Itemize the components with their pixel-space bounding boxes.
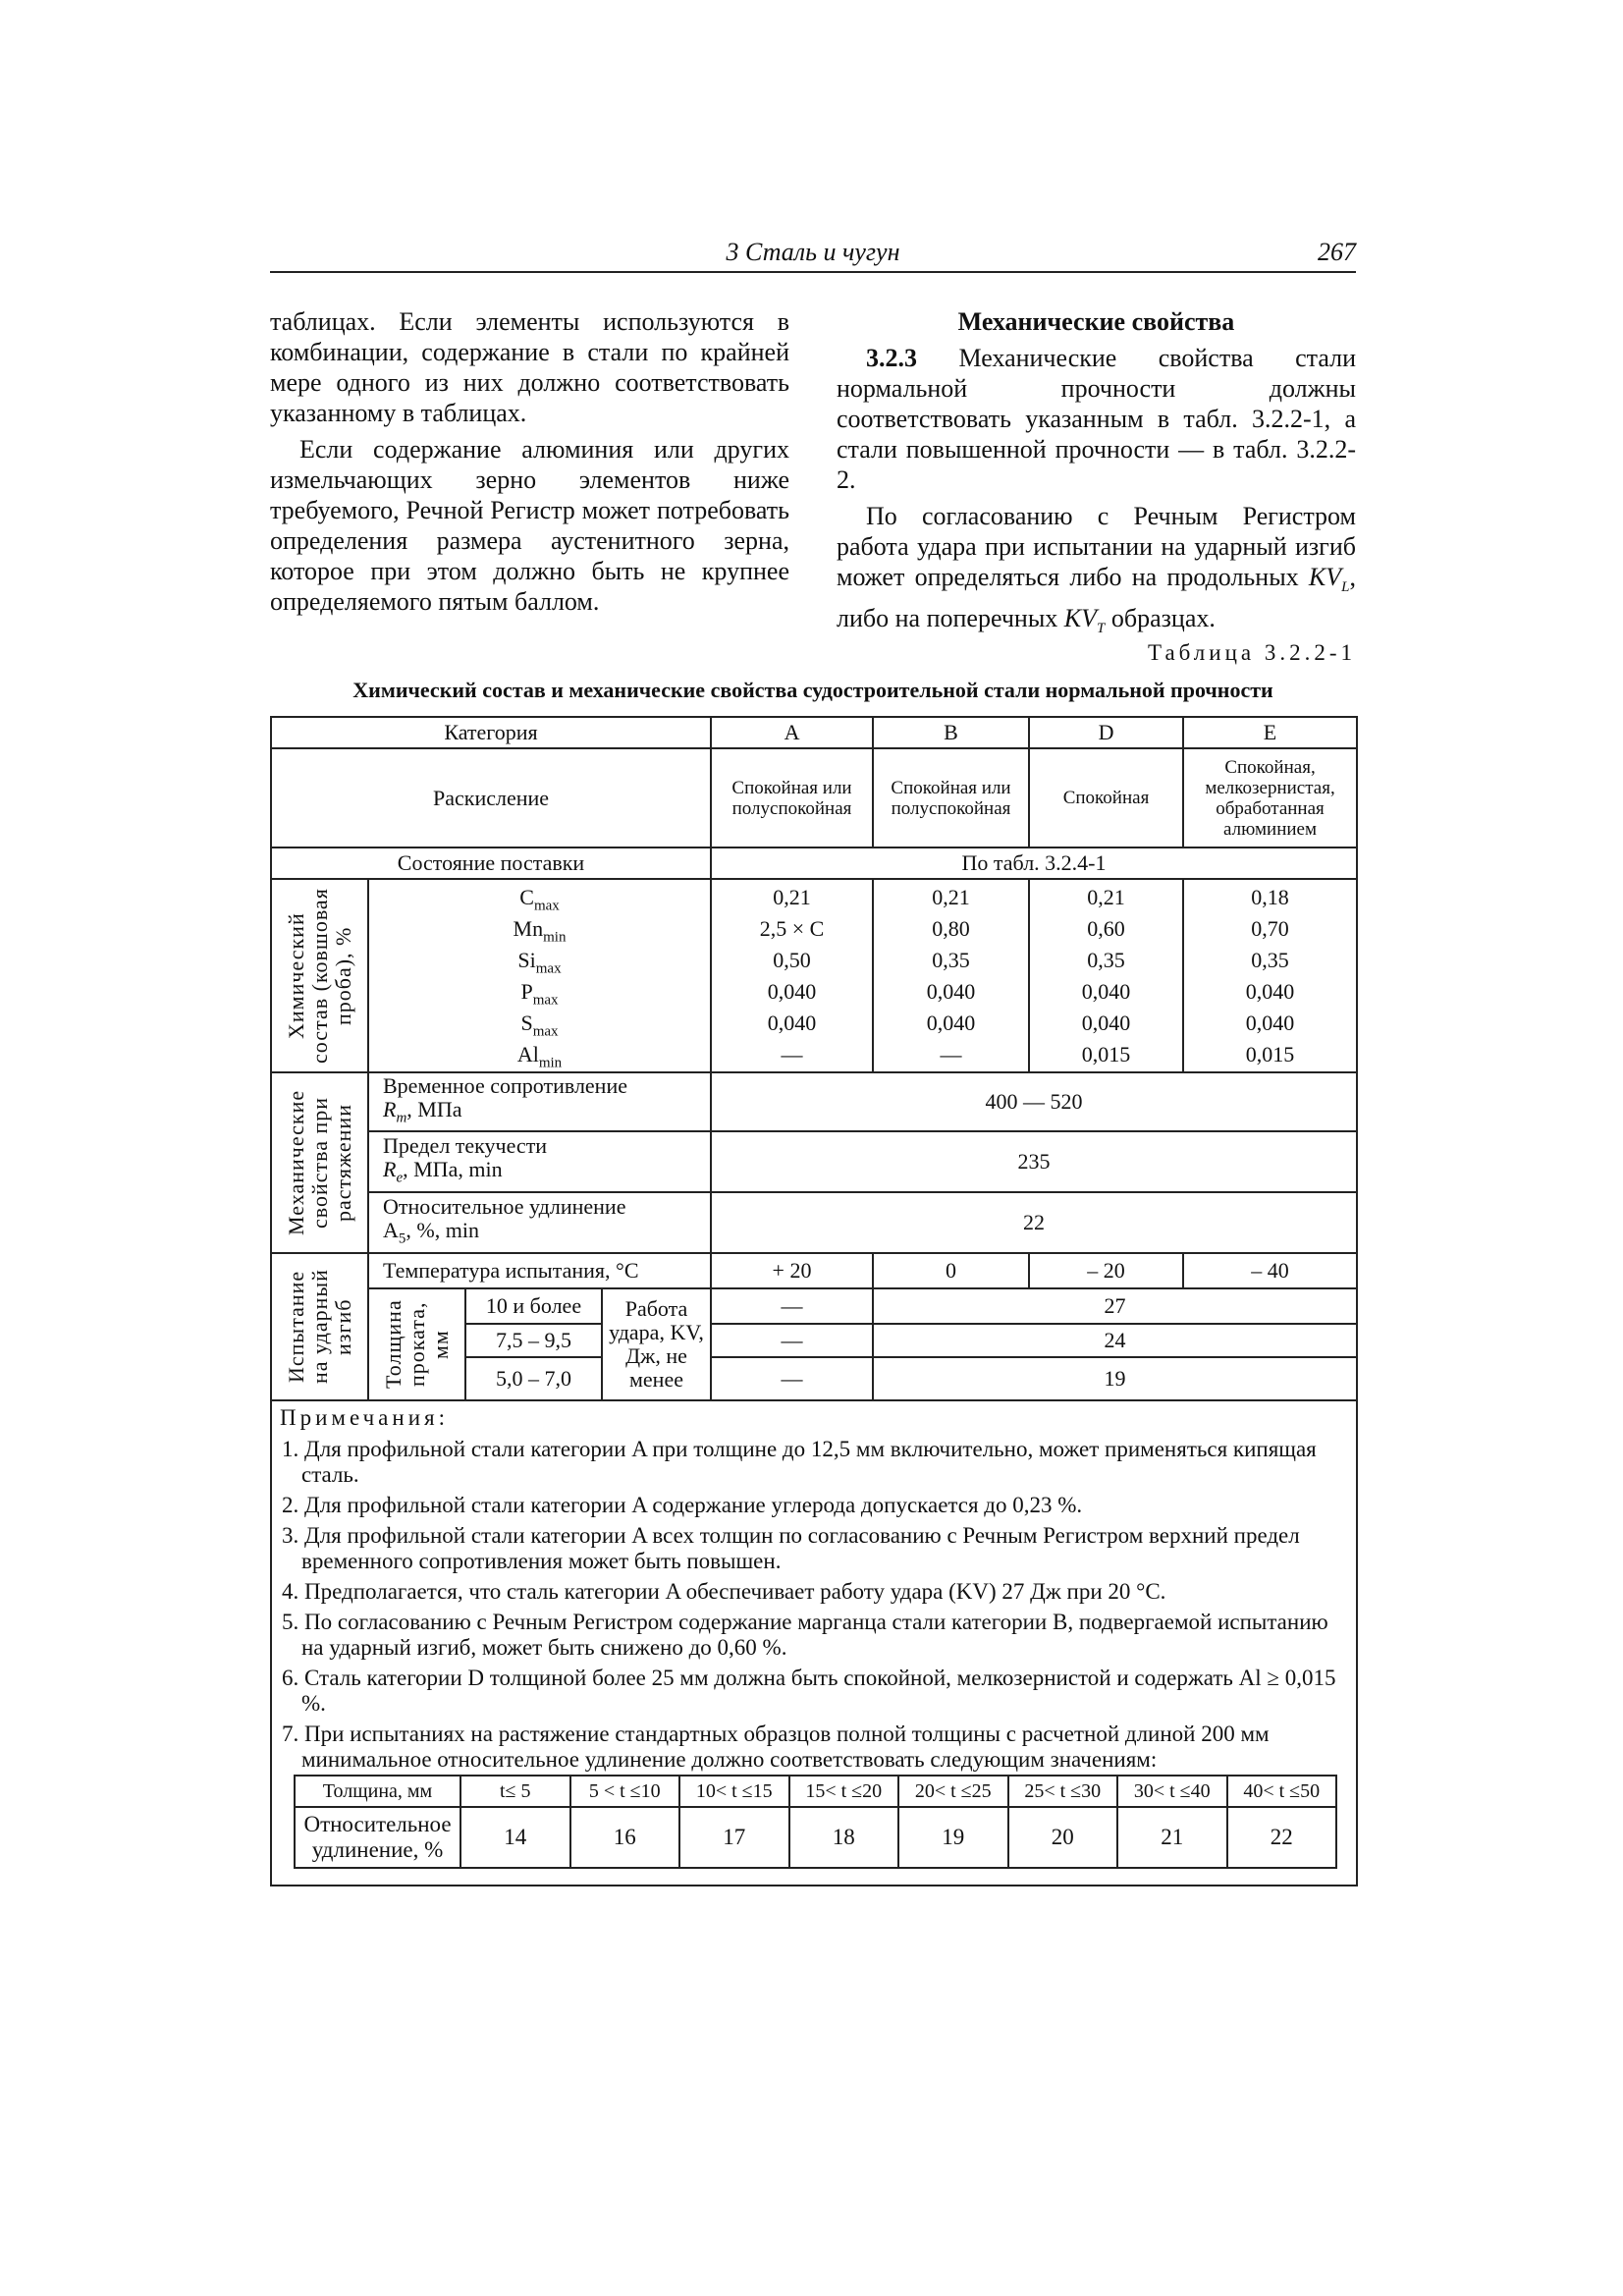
notes-heading: Примечания: xyxy=(280,1405,449,1430)
element: $S_{max}$ xyxy=(520,1010,559,1039)
table-row xyxy=(271,1253,1357,1288)
paragraph-text: Механические свойства стали нормальной прочности должны соответствовать указанным в табл. 3.2.2-1, а стали повышенной прочности — в табл. 3.2.2-2. xyxy=(837,344,1356,494)
impact-a: — xyxy=(711,1324,873,1357)
mech-label: Относительное удлинение $A_5$, %, min xyxy=(368,1192,711,1253)
thickness-header: Толщина, мм xyxy=(295,1776,460,1807)
table-number: Таблица 3.2.2-1 xyxy=(1147,640,1356,665)
table-title: Химический состав и механические свойства судостроительной стали нормальной прочности xyxy=(352,678,1273,702)
deox-b: Спокойная или полуспокойная xyxy=(873,748,1029,847)
note: 7. При испытаниях на растяжение стандартных образцов полной толщины с расчетной длиной 200 мм минимальное относительное удлинение должно соответствовать следующим значениям: xyxy=(282,1722,1270,1772)
value-cell: 20 xyxy=(1008,1807,1118,1868)
paragraph xyxy=(837,501,1356,644)
thickness-range: 5,0 – 7,0 xyxy=(465,1357,602,1400)
table-row xyxy=(271,1192,1357,1253)
kv-symbol: KV xyxy=(1308,563,1342,591)
impact-value: 19 xyxy=(873,1357,1357,1400)
note: 6. Сталь категории D толщиной более 25 мм должна быть спокойной, мелкозернистой и содержать Al ≥ 0,015 %. xyxy=(282,1666,1336,1716)
temp-a: + 20 xyxy=(711,1253,873,1288)
range-cell: 10< t ≤15 xyxy=(679,1776,789,1807)
table-row xyxy=(295,1776,1336,1807)
elongation-table xyxy=(294,1775,1337,1869)
paragraph: Если содержание алюминия или других измельчающих зерно элементов ниже требуемого, Речной Регистр может потребовать определения размера аустенитного зерна, которое при этом должно быть не крупнее определяемого пятым баллом. xyxy=(270,435,789,616)
range-cell: 30< t ≤40 xyxy=(1117,1776,1227,1807)
temp-label: Температура испытания, °C xyxy=(368,1253,711,1288)
thickness-range: 10 и более xyxy=(465,1288,602,1324)
paragraph-text: По согласованию с Речным Регистром работа удара при испытании на ударный изгиб может определяться либо на продольных xyxy=(837,502,1356,591)
mech-label-text: Механические свойства при растяжении xyxy=(283,1089,355,1236)
paragraph-text: , либо на поперечных xyxy=(837,563,1356,633)
chem-section-label xyxy=(271,879,368,1072)
table-row xyxy=(271,1072,1357,1131)
table-row xyxy=(271,748,1357,847)
element: $P_{max}$ xyxy=(520,978,559,1008)
section-heading: Механические свойства xyxy=(957,307,1235,336)
clause-number: 3.2.3 xyxy=(866,344,917,372)
note: 3. Для профильной стали категории A всех толщин по согласованию с Речным Регистром верхний предел временного сопротивления может быть повышен. xyxy=(282,1523,1300,1573)
table-row xyxy=(271,1131,1357,1192)
page-number: 267 xyxy=(1318,238,1356,266)
supply-label: Состояние поставки xyxy=(271,847,711,879)
note: 5. По согласованию с Речным Регистром содержание марганца стали категории B, подвергаемой испытанию на ударный изгиб, может быть снижено до 0,60 %. xyxy=(282,1610,1328,1660)
chem-values-b: 0,21 0,80 0,35 0,040 0,040 — xyxy=(873,879,1029,1072)
range-cell: 40< t ≤50 xyxy=(1227,1776,1337,1807)
thickness-label-text: Толщина проката, мм xyxy=(380,1299,453,1390)
range-cell: t≤ 5 xyxy=(460,1776,570,1807)
chem-values-a: 0,21 2,5 × C 0,50 0,040 0,040 — xyxy=(711,879,873,1072)
table-row xyxy=(295,1807,1336,1868)
chem-label-text: Химический состав (ковшовая проба), % xyxy=(283,888,355,1064)
note: 2. Для профильной стали категории A содержание углерода допускается до 0,23 %. xyxy=(282,1493,1083,1517)
kv-symbol: KV xyxy=(1063,604,1098,633)
chem-values-e: 0,18 0,70 0,35 0,040 0,040 0,015 xyxy=(1183,879,1357,1072)
temp-b: 0 xyxy=(873,1253,1029,1288)
paragraph xyxy=(837,343,1356,495)
mech-value: 22 xyxy=(711,1192,1357,1253)
value-cell: 17 xyxy=(679,1807,789,1868)
category-a: A xyxy=(711,717,873,748)
mech-label: Временное сопротивление $R_m$, МПа xyxy=(368,1072,711,1131)
value-cell: 22 xyxy=(1227,1807,1337,1868)
category-label: Категория xyxy=(271,717,711,748)
left-column xyxy=(270,306,789,623)
note: 4. Предполагается, что сталь категории A обеспечивает работу удара (KV) 27 Дж при 20 °C. xyxy=(282,1579,1166,1604)
value-cell: 16 xyxy=(570,1807,680,1868)
element: $Si_{max}$ xyxy=(517,947,562,976)
temp-e: – 40 xyxy=(1183,1253,1357,1288)
category-d: D xyxy=(1029,717,1183,748)
paragraph: таблицах. Если элементы используются в комбинации, содержание в стали по крайней мере одного из них должно соответствовать указанному в таблицах. xyxy=(270,307,789,427)
impact-a: — xyxy=(711,1357,873,1400)
right-column xyxy=(837,306,1356,650)
kv-subscript: T xyxy=(1097,621,1106,637)
supply-value: По табл. 3.2.4-1 xyxy=(711,847,1357,879)
mech-label: Предел текучести $R_e$, МПа, min xyxy=(368,1131,711,1192)
table-row xyxy=(271,717,1357,748)
range-cell: 25< t ≤30 xyxy=(1008,1776,1118,1807)
value-cell: 14 xyxy=(460,1807,570,1868)
value-cell: 18 xyxy=(789,1807,899,1868)
category-b: B xyxy=(873,717,1029,748)
work-label: Работа удара, KV, Дж, не менее xyxy=(602,1288,711,1400)
elongation-header: Относительное удлинение, % xyxy=(295,1807,460,1868)
impact-section-label xyxy=(271,1253,368,1400)
table-row xyxy=(271,847,1357,879)
thickness-range: 7,5 – 9,5 xyxy=(465,1324,602,1357)
range-cell: 5 < t ≤10 xyxy=(570,1776,680,1807)
chem-values-d: 0,21 0,60 0,35 0,040 0,040 0,015 xyxy=(1029,879,1183,1072)
value-cell: 19 xyxy=(898,1807,1008,1868)
element: $Mn_{min}$ xyxy=(513,915,567,945)
temp-d: – 20 xyxy=(1029,1253,1183,1288)
value-cell: 21 xyxy=(1117,1807,1227,1868)
chapter-title: 3 Сталь и чугун xyxy=(726,238,900,266)
mech-value: 400 — 520 xyxy=(711,1072,1357,1131)
table-row xyxy=(271,1288,1357,1324)
kv-subscript: L xyxy=(1341,579,1350,596)
element-names xyxy=(368,879,711,1072)
paragraph-text: образцах. xyxy=(1105,604,1216,633)
range-cell: 20< t ≤25 xyxy=(898,1776,1008,1807)
deox-a: Спокойная или полуспокойная xyxy=(711,748,873,847)
deox-label: Раскисление xyxy=(271,748,711,847)
table-row xyxy=(271,879,1357,1072)
category-e: E xyxy=(1183,717,1357,748)
thickness-label xyxy=(368,1288,465,1400)
mech-section-label xyxy=(271,1072,368,1253)
deox-e: Спокойная, мелкозернистая, обработанная алюминием xyxy=(1183,748,1357,847)
notes xyxy=(271,1400,1357,1886)
note: 1. Для профильной стали категории A при толщине до 12,5 мм включительно, может применяться кипящая сталь. xyxy=(282,1437,1317,1487)
element: $Al_{min}$ xyxy=(516,1041,563,1070)
mech-value: 235 xyxy=(711,1131,1357,1192)
steel-properties-table xyxy=(270,716,1358,1886)
impact-value: 24 xyxy=(873,1324,1357,1357)
running-header xyxy=(270,236,1356,273)
element: $C_{max}$ xyxy=(519,884,560,913)
deox-d: Спокойная xyxy=(1029,748,1183,847)
impact-value: 27 xyxy=(873,1288,1357,1324)
range-cell: 15< t ≤20 xyxy=(789,1776,899,1807)
table-row xyxy=(271,1400,1357,1886)
impact-a: — xyxy=(711,1288,873,1324)
impact-label-text: Испытание на ударный изгиб xyxy=(283,1269,355,1385)
